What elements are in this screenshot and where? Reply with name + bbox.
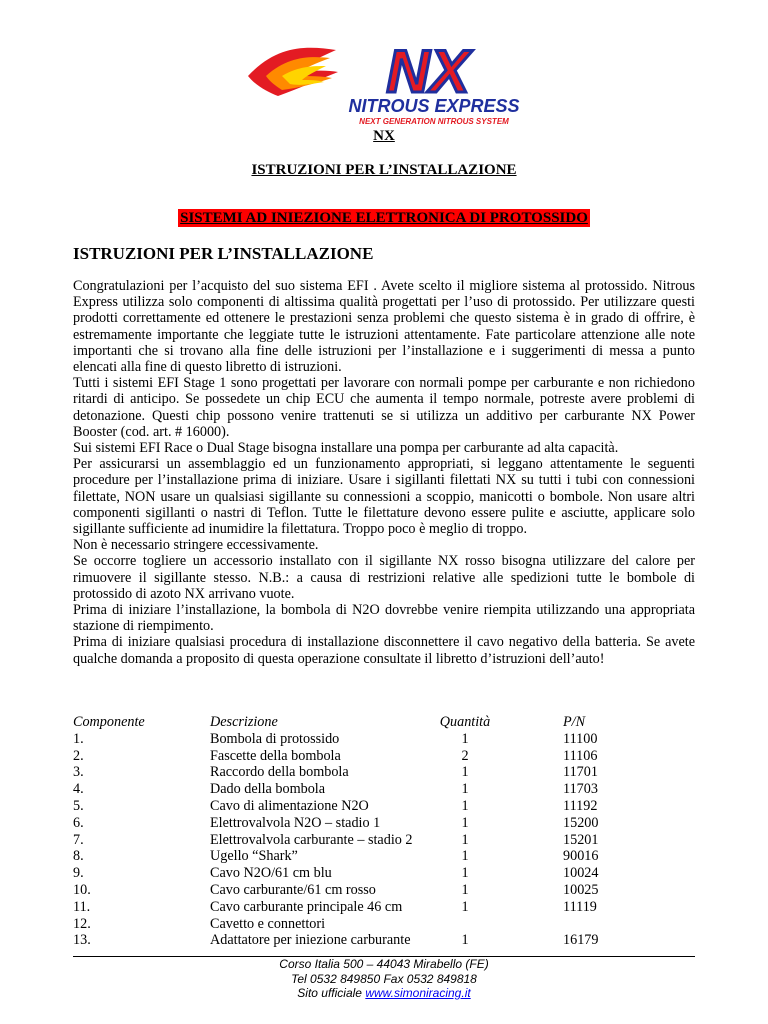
logo-brand: NITROUS EXPRESS — [348, 96, 520, 116]
part-quantity: 1 — [461, 932, 469, 949]
part-code: 10025 — [563, 881, 599, 898]
paragraph: Tutti i sistemi EFI Stage 1 sono progettati per lavorare con normali pompe per carburante e non richiedono ritardi di anticipo. Se possedete un chip ECU che aumenta il tempo normale, potreste avere problemi di detonazione. Questi chip possono venire trattenuti se si utilizza un additivo per carburante NX Power Booster (cod. art. # 16000). — [73, 375, 695, 440]
header-pn: P/N — [563, 714, 586, 730]
header-descrizione: Descrizione — [210, 714, 278, 730]
part-code: 90016 — [563, 848, 599, 865]
website-link[interactable]: www.simoniracing.it — [365, 986, 471, 1000]
table-row — [73, 832, 633, 849]
part-code: 10024 — [563, 865, 599, 882]
part-quantity: 1 — [461, 814, 469, 831]
part-number: 6. — [73, 814, 84, 831]
paragraph: Sui sistemi EFI Race o Dual Stage bisogna installare una pompa per carburante ad alta capacità. — [73, 440, 619, 457]
part-quantity: 1 — [461, 898, 469, 915]
table-row — [73, 731, 633, 748]
part-number: 11. — [73, 898, 91, 915]
footer-phone: Tel 0532 849850 Fax 0532 849818 — [291, 971, 477, 986]
table-row — [73, 916, 633, 933]
paragraph: Prima di iniziare qualsiasi procedura di installazione disconnettere il cavo negativo della batteria. Se avete qualche domanda a proposito di questa operazione consultate il libretto d’istruzioni dell’auto! — [73, 634, 695, 667]
nx-title: NX — [373, 128, 395, 144]
part-number: 3. — [73, 764, 84, 781]
footer — [0, 957, 768, 1001]
part-quantity: 1 — [461, 797, 469, 814]
part-code: 15200 — [563, 814, 599, 831]
paragraph: Per assicurarsi un assemblaggio ed un funzionamento appropriati, si leggano attentamente le seguenti procedure per l’installazione prima di iniziare. Usare i sigillanti filettati NX su tutti i tubi con connessioni filettate, NON usare un qualsiasi sigillante su connessioni a scoppio, manicotti o bombole. Non usare altri componenti sigillanti o nastri di Teflon. Tutte le filettature devono essere pulite e asciutte, applicare solo sigillante sufficiente ad inumidire la filettatura. Troppo poco è meglio di troppo. — [73, 456, 695, 538]
nitrous-express-logo — [238, 36, 530, 128]
part-description: Dado della bombola — [210, 781, 326, 798]
table-row — [73, 798, 633, 815]
logo-letters: NX — [386, 38, 470, 105]
footer-address: Corso Italia 500 – 44043 Mirabello (FE) — [279, 957, 489, 971]
table-row — [73, 882, 633, 899]
part-description: Cavo N2O/61 cm blu — [210, 865, 332, 882]
parts-table — [73, 714, 633, 949]
part-code: 15201 — [563, 831, 599, 848]
table-row — [73, 899, 633, 916]
part-number: 1. — [73, 730, 84, 747]
part-code: 11106 — [563, 747, 598, 764]
subtitle-highlight: SISTEMI AD INIEZIONE ELETTRONICA DI PROTOSSIDO — [180, 210, 588, 226]
part-quantity: 1 — [461, 865, 469, 882]
table-row — [73, 815, 633, 832]
subtitle-wrapper — [0, 209, 768, 227]
part-quantity: 1 — [461, 781, 469, 798]
part-number: 5. — [73, 797, 84, 814]
part-number: 8. — [73, 848, 84, 865]
footer-site — [0, 986, 768, 1001]
part-description: Ugello “Shark” — [210, 848, 298, 865]
paragraph: Non è necessario stringere eccessivamente. — [73, 537, 319, 554]
part-number: 7. — [73, 831, 84, 848]
part-number: 10. — [73, 881, 91, 898]
table-row — [73, 865, 633, 882]
part-quantity: 1 — [461, 881, 469, 898]
part-number: 9. — [73, 865, 84, 882]
part-number: 13. — [73, 932, 91, 949]
logo-tagline: NEXT GENERATION NITROUS SYSTEM — [359, 117, 509, 126]
part-quantity: 1 — [461, 831, 469, 848]
part-code: 16179 — [563, 932, 599, 949]
part-number: 2. — [73, 747, 84, 764]
part-quantity: 1 — [461, 848, 469, 865]
paragraph: Se occorre togliere un accessorio installato con il sigillante NX rosso bisogna utilizzare del calore per rimuovere il sigillante stesso. N.B.: a causa di restrizioni relative alle spedizioni tutte le bombole di protossido di azoto NX arrivano vuote. — [73, 553, 695, 602]
part-quantity: 1 — [461, 764, 469, 781]
part-description: Cavo di alimentazione N2O — [210, 797, 369, 814]
header-quantita: Quantità — [439, 714, 491, 730]
part-description: Fascette della bombola — [210, 747, 341, 764]
header-componente: Componente — [73, 714, 145, 730]
table-row — [73, 932, 633, 949]
part-quantity: 1 — [461, 730, 469, 747]
part-code: 11100 — [563, 730, 598, 747]
page-title: ISTRUZIONI PER L’INSTALLAZIONE — [251, 162, 517, 178]
footer-site-label: Sito ufficiale — [297, 986, 362, 1000]
part-code: 11119 — [563, 898, 597, 915]
part-description: Elettrovalvola carburante – stadio 2 — [210, 831, 413, 848]
instructions-body — [73, 278, 695, 667]
table-row — [73, 848, 633, 865]
section-title: ISTRUZIONI PER L’INSTALLAZIONE — [73, 244, 374, 263]
part-description: Cavo carburante/61 cm rosso — [210, 881, 376, 898]
paragraph: Prima di iniziare l’installazione, la bombola di N2O dovrebbe venire riempita utilizzando una appropriata stazione di riempimento. — [73, 602, 695, 635]
table-header-row — [73, 714, 633, 731]
part-code: 11701 — [563, 764, 598, 781]
table-row — [73, 764, 633, 781]
part-quantity: 2 — [461, 747, 469, 764]
part-number: 4. — [73, 781, 84, 798]
part-description: Raccordo della bombola — [210, 764, 349, 781]
table-row — [73, 748, 633, 765]
part-code: 11703 — [563, 781, 598, 798]
part-code: 11192 — [563, 797, 598, 814]
part-description: Cavo carburante principale 46 cm — [210, 898, 403, 915]
part-number: 12. — [73, 915, 91, 932]
part-description: Adattatore per iniezione carburante — [210, 932, 411, 949]
part-description: Bombola di protossido — [210, 730, 340, 747]
part-description: Elettrovalvola N2O – stadio 1 — [210, 814, 381, 831]
part-description: Cavetto e connettori — [210, 915, 326, 932]
table-row — [73, 781, 633, 798]
paragraph: Congratulazioni per l’acquisto del suo sistema EFI . Avete scelto il migliore sistema al protossido. Nitrous Express utilizza solo componenti di altissima qualità progettati per l’uso di protossido. Per utilizzare questi prodotti correttamente ed ottenere le prestazioni senza problemi che questo sistema è in grado di offrire, è estremamente importante che leggiate tutte le istruzioni attentamente. Fate particolare attenzione alle note importanti che si trovano alla fine delle istruzioni per l’installazione e i suggerimenti di messa a punto elencati alla fine di questo libretto di istruzioni. — [73, 278, 695, 376]
